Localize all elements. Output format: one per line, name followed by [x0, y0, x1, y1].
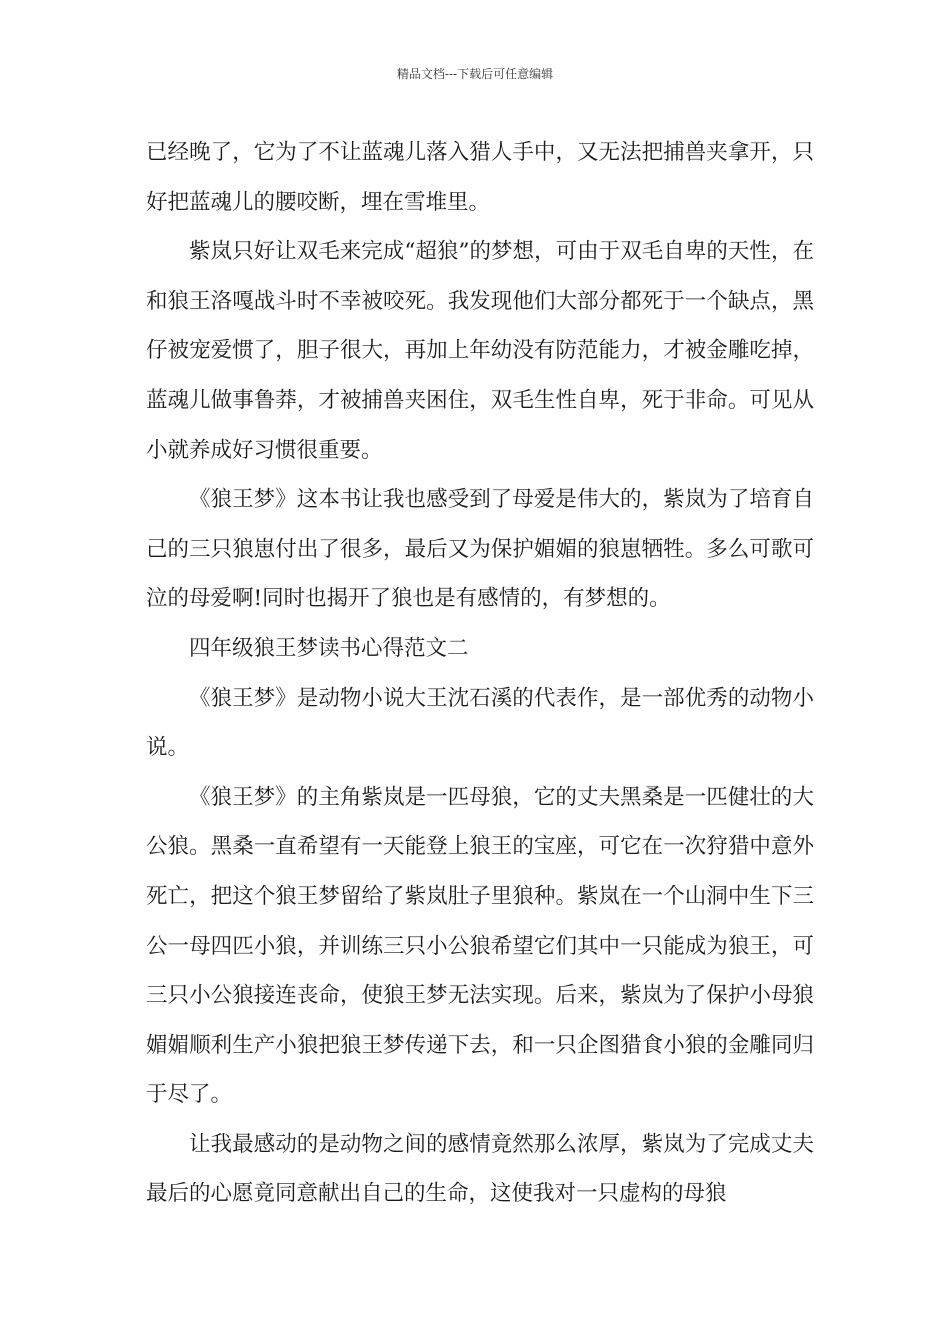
- paragraph-2: 紫岚只好让双毛来完成“超狼”的梦想，可由于双毛自卑的天性，在和狼王洛嘎战斗时不幸被咬死。我发现他们大部分都死于一个缺点，黑仔被宠爱惯了，胆子很大，再加上年幼没有防范能力，才被金雕吃掉，蓝魂儿做事鲁莽，才被捕兽夹困住，双毛生性自卑，死于非命。可见从小就养成好习惯很重要。: [146, 239, 814, 463]
- paragraph-4: 《狼王梦》是动物小说大王沈石溪的代表作，是一部优秀的动物小说。: [146, 685, 814, 761]
- section-heading: 四年级狼王梦读书心得范文二: [189, 635, 469, 661]
- page-header: 精品文档---下载后可任意编辑: [396, 67, 554, 81]
- paragraph-6: 让我最感动的是动物之间的感情竟然那么浓厚，紫岚为了完成丈夫最后的心愿竟同意献出自己的生命，这使我对一只虚构的母狼: [146, 1131, 814, 1207]
- paragraph-1: 已经晚了，它为了不让蓝魂儿落入猎人手中，又无法把捕兽夹拿开，只好把蓝魂儿的腰咬断，埋在雪堆里。: [146, 140, 814, 215]
- document-body: [146, 128, 814, 1219]
- paragraph-5: 《狼王梦》的主角紫岚是一匹母狼，它的丈夫黑桑是一匹健壮的大公狼。黑桑一直希望有一天能登上狼王的宝座，可它在一次狩猎中意外死亡，把这个狼王梦留给了紫岚肚子里狼种。紫岚在一个山洞中生下三公一母四匹小狼，并训练三只小公狼希望它们其中一只能成为狼王，可三只小公狼接连丧命，使狼王梦无法实现。后来，紫岚为了保护小母狼媚媚顺利生产小狼把狼王梦传递下去，和一只企图猎食小狼的金雕同归于尽了。: [146, 784, 814, 1108]
- paragraph-3: 《狼王梦》这本书让我也感受到了母爱是伟大的，紫岚为了培育自己的三只狼崽付出了很多，最后又为保护媚媚的狼崽牺牲。多么可歌可泣的母爱啊!同时也揭开了狼也是有感情的，有梦想的。: [146, 487, 814, 612]
